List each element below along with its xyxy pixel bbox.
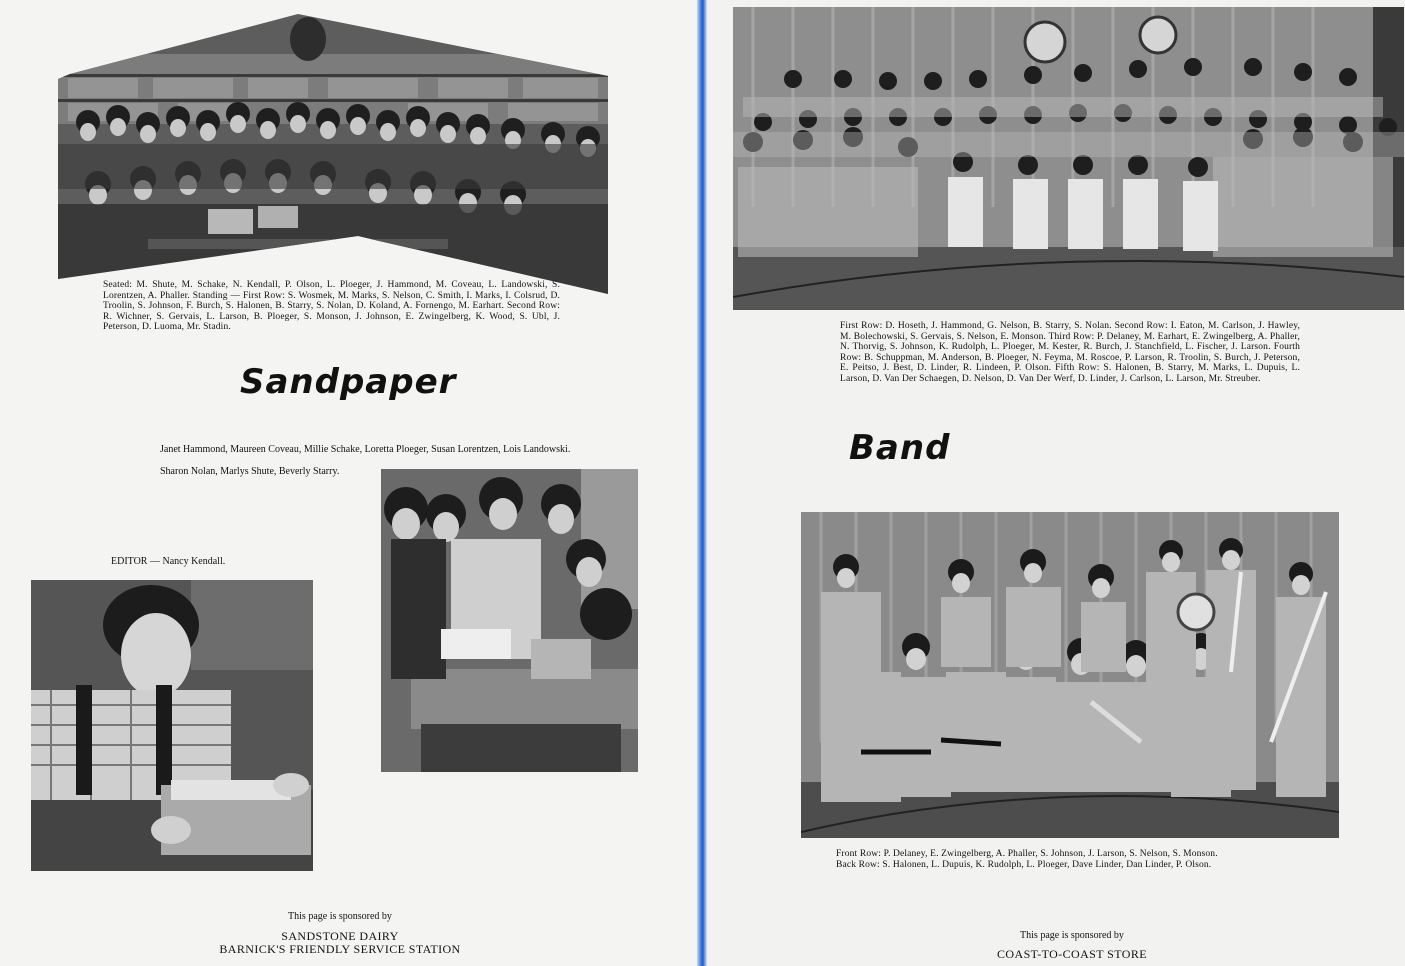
right-sponsor-label: This page is sponsored by [1020, 930, 1124, 941]
band-title: Band [849, 428, 951, 468]
right-sponsor-1: COAST-TO-COAST STORE [997, 947, 1147, 961]
band-group-caption: First Row: D. Hoseth, J. Hammond, G. Nelson, B. Starry, S. Nolan. Second Row: I. Eaton, M. Carlson, J. Hawley, M. Bolechowski, S. Gervais, S. Nelson, E. Monson. Third Row: P. Delaney, M. Earhart, E. Zwingelberg, A. Phaller, N. Thorvig, S. Johnson, K. Rudolph, L. Ploeger, M. Kester, R. Burch, J. Stanchfield, L. Fischer, J. Larson. Fourth Row: B. Schuppman, M. Anderson, B. Ploeger, N. Feyma, M. Roscoe, P. Larson, R. Troolin, S. Burch, J. Peterson, E. Peitso, J. Best, D. Linder, R. Lindeen, P. Olson. Fifth Row: S. Halonen, B. Starry, M. Marks, L. Dupuis, L. Larson, D. Van Der Schaegen, D. Nelson, D. Van Der Werf, D. Linder, J. Carlson, L. Larson, Mr. Streuber. [840, 321, 1300, 384]
left-sponsor-2: BARNICK'S FRIENDLY SERVICE STATION [219, 942, 461, 956]
sandpaper-group-caption: Seated: M. Shute, M. Schake, N. Kendall, P. Olson, L. Ploeger, J. Hammond, M. Coveau, L. Landowski, S. Lorentzen, A. Phaller. Standing — First Row: S. Wosmek, M. Marks, S. Nelson, C. Smith, I. Marks, I. Colsrud, D. Troolin, S. Johnson, F. Burch, S. Halonen, B. Starry, S. Nolan, D. Koland, A. Fornengo, M. Earhart. Second Row: R. Wichner, S. Gervais, L. Larson, B. Ploeger, S. Monson, J. Johnson, E. Zwingelberg, K. Wood, S. Ubl, J. Peterson, D. Luoma, Mr. Stadin. [103, 280, 560, 332]
editor-photo [31, 580, 313, 871]
left-page [0, 0, 697, 966]
sandpaper-group-photo [58, 14, 608, 294]
right-page [707, 0, 1405, 966]
left-sponsor-1: SANDSTONE DAIRY [281, 929, 399, 943]
left-sponsor-label: This page is sponsored by [288, 911, 392, 922]
band-small-group-back-caption: Back Row: S. Halonen, L. Dupuis, K. Rudolph, L. Ploeger, Dave Linder, Dan Linder, P. Olson. [836, 860, 1212, 870]
band-small-group-photo [801, 512, 1339, 838]
sandpaper-staff-photo [381, 469, 638, 772]
staff-line-1: Janet Hammond, Maureen Coveau, Millie Schake, Loretta Ploeger, Susan Lorentzen, Lois Landowski. [160, 444, 571, 455]
band-group-photo [733, 7, 1404, 310]
page-gutter [697, 0, 707, 966]
staff-line-2: Sharon Nolan, Marlys Shute, Beverly Starry. [160, 466, 340, 477]
sandpaper-title: Sandpaper [240, 362, 457, 402]
band-small-group-front-caption: Front Row: P. Delaney, E. Zwingelberg, A. Phaller, S. Johnson, J. Larson, S. Nelson, S. Monson. [836, 849, 1218, 859]
editor-label: EDITOR — Nancy Kendall. [111, 556, 226, 567]
